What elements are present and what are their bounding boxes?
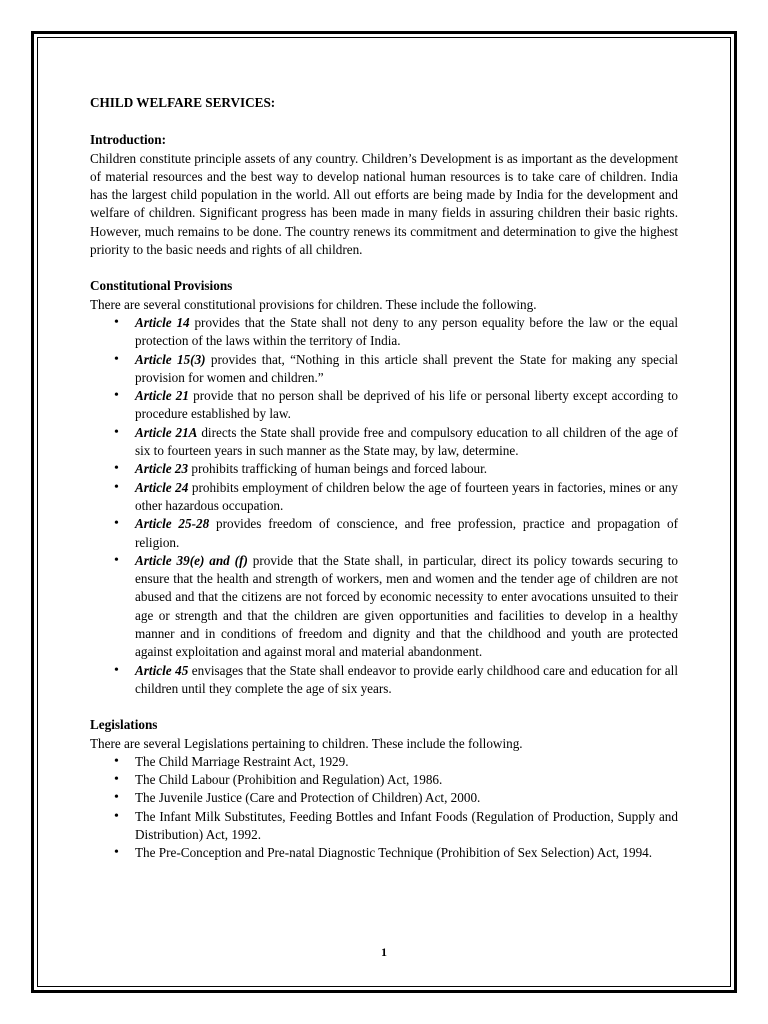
- article-text: prohibits employment of children below the age of fourteen years in factories, mines or any other hazardous occupation.: [135, 479, 678, 513]
- list-item: • The Pre-Conception and Pre-natal Diagnostic Technique (Prohibition of Sex Selection) Act, 1994.: [135, 844, 678, 862]
- article-label: Article 21A: [135, 424, 198, 440]
- document-body: [90, 94, 678, 881]
- article-label: Article 14: [135, 314, 190, 330]
- list-item: [135, 351, 678, 388]
- page-number: 1: [381, 945, 387, 959]
- constitutional-list: [90, 314, 678, 698]
- list-item: [135, 387, 678, 424]
- article-label: Article 45: [135, 662, 189, 678]
- article-label: Article 24: [135, 479, 189, 495]
- article-text: directs the State shall provide free and compulsory education to all children of the age of six to fourteen years in such manner as the State may, by law, determine.: [135, 424, 678, 459]
- introduction-paragraph: Children constitute principle assets of any country. Children’s Development is as important as the development of material resources and the best way to develop national human resources is to take care of children. India has the largest child population in the world. All out efforts are being made by India for the development and welfare of children. Significant progress has been made in many fields in assuring children their basic rights. However, much remains to be done. The country renews its commitment and determination to give the highest priority to the basic needs and rights of all children.: [90, 150, 678, 258]
- introduction-heading: Introduction:: [90, 132, 166, 148]
- legislations-list: [90, 753, 678, 863]
- list-item: • The Juvenile Justice (Care and Protection of Children) Act, 2000.: [135, 789, 678, 807]
- article-text: prohibits trafficking of human beings and forced labour.: [188, 461, 488, 477]
- list-item: • The Infant Milk Substitutes, Feeding Bottles and Infant Foods (Regulation of Production, Supply and Distribution) Act, 1992.: [135, 808, 678, 845]
- list-item: [135, 662, 678, 699]
- constitutional-section: [90, 277, 678, 698]
- document-title: CHILD WELFARE SERVICES:: [90, 95, 276, 110]
- constitutional-intro: There are several constitutional provisions for children. These include the following.: [90, 296, 537, 312]
- introduction-section: [90, 131, 678, 259]
- article-text: provides that, “Nothing in this article shall prevent the State for making any special provision for women and children.”: [135, 351, 678, 385]
- article-label: Article 15(3): [135, 351, 206, 367]
- legislations-section: [90, 716, 678, 862]
- legislations-intro: There are several Legislations pertaining to children. These include the following.: [90, 735, 523, 751]
- list-item: [135, 460, 678, 478]
- article-text: provides freedom of conscience, and free profession, practice and propagation of religion.: [135, 516, 678, 550]
- list-item: • The Child Marriage Restraint Act, 1929.: [135, 753, 678, 771]
- constitutional-heading: Constitutional Provisions: [90, 278, 233, 294]
- article-label: Article 23: [135, 461, 189, 477]
- article-label: Article 25-28: [135, 516, 210, 532]
- article-text: provides that the State shall not deny to any person equality before the law or the equal protection of the laws within the territory of India.: [135, 314, 678, 349]
- article-text: provide that the State shall, in particular, direct its policy towards securing to ensure that the health and strength of workers, men and women and the tender age of children are not abused and that the citizens are not forced by economic necessity to enter avocations unsuited to their age or strength and that the children are given opportunities and facilities to develop in a healthy manner and in conditions of freedom and dignity and that the childhood and youth are protected against exploitation and against moral and material abandonment.: [135, 552, 678, 660]
- list-item: [135, 424, 678, 461]
- article-text: envisages that the State shall endeavor to provide early childhood care and education for all children until they complete the age of six years.: [135, 662, 678, 696]
- list-item: [135, 552, 678, 662]
- article-label: Article 21: [135, 388, 189, 404]
- list-item: [135, 515, 678, 552]
- list-item: • The Child Labour (Prohibition and Regulation) Act, 1986.: [135, 771, 678, 789]
- legislations-heading: Legislations: [90, 717, 158, 733]
- list-item: [135, 479, 678, 516]
- article-label: Article 39(e) and (f): [135, 552, 248, 568]
- article-text: provide that no person shall be deprived of his life or personal liberty except according to procedure established by law.: [135, 388, 678, 422]
- list-item: [135, 314, 678, 351]
